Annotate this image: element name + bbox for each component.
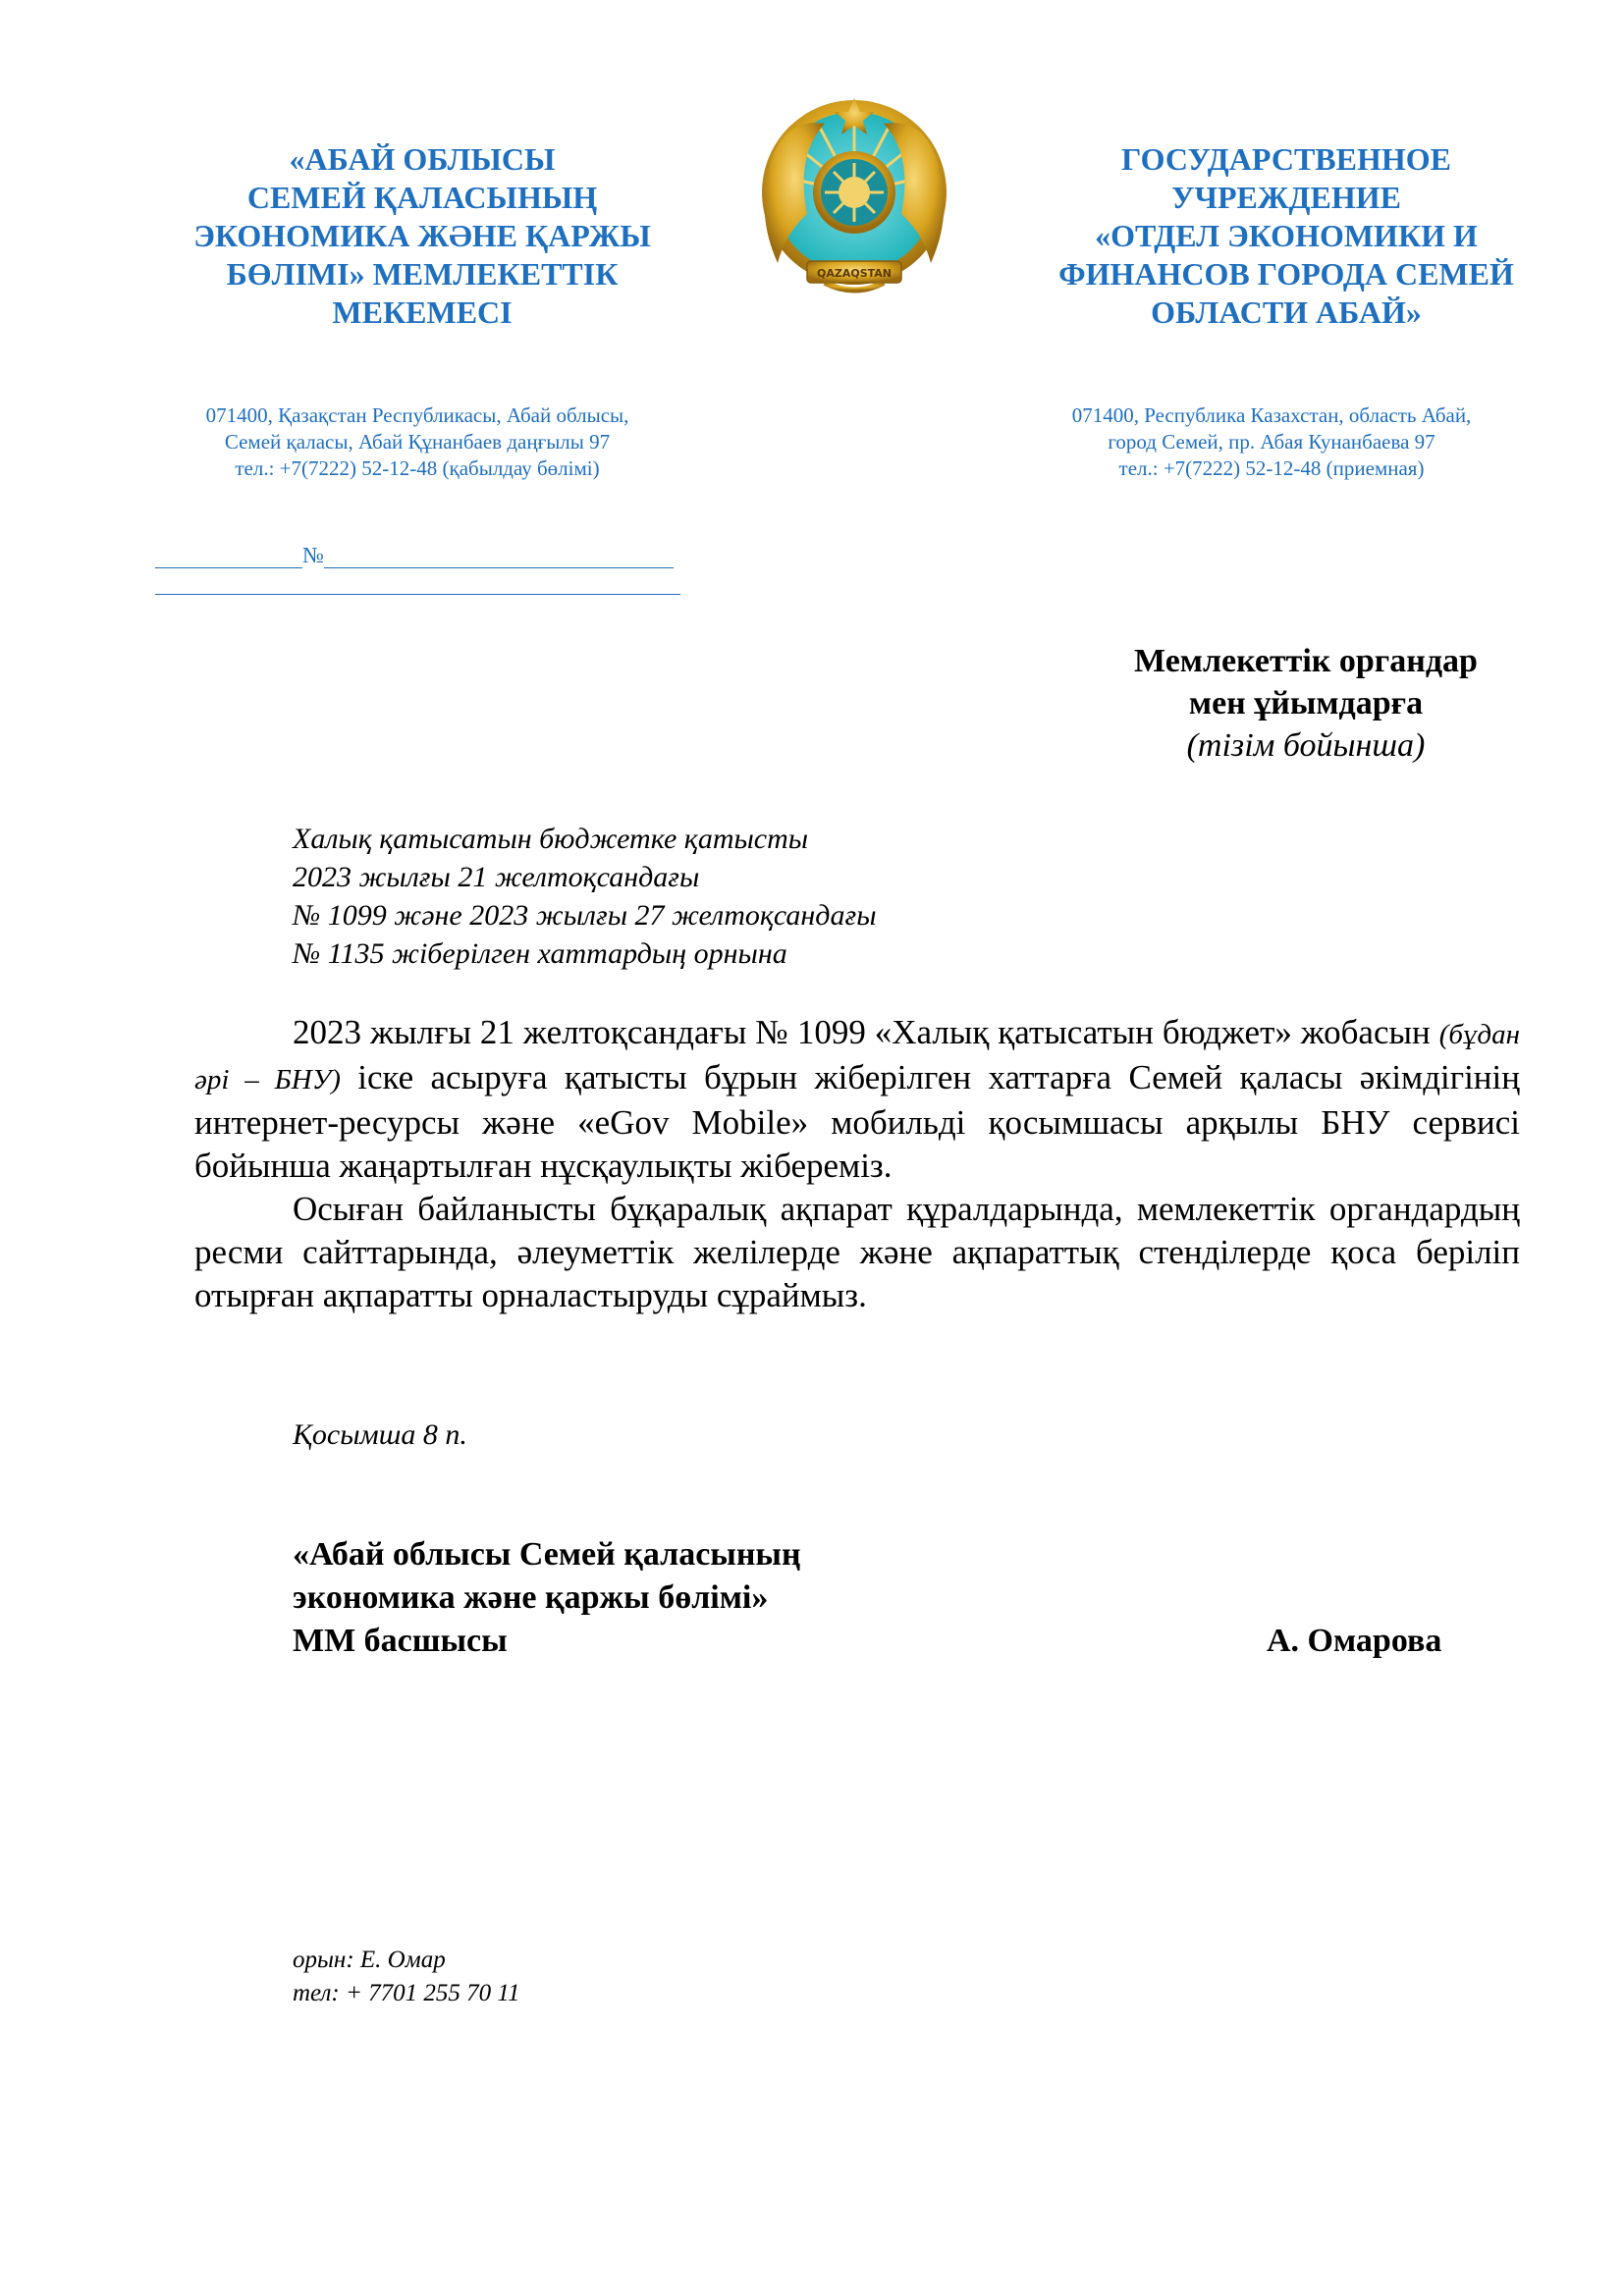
executor-block [293, 1944, 520, 2010]
org-name-kz [157, 140, 687, 332]
subject-line: № 1135 жіберілген хаттардың орнына [293, 937, 787, 970]
address-ru-line: тел.: +7(7222) 52-12-48 (приемная) [1118, 456, 1425, 480]
state-emblem [756, 96, 952, 298]
org-name-ru-line: ГОСУДАРСТВЕННОЕ [1121, 141, 1451, 177]
registration-number-blank [324, 542, 674, 568]
address-ru-line: 071400, Республика Казахстан, область Абай, [1071, 403, 1472, 427]
signer-name: А. Омарова [1267, 1623, 1442, 1659]
letter-body [194, 1011, 1520, 1317]
attachment-note: Қосымша 8 п. [293, 1418, 467, 1451]
registration-date-blank [155, 542, 302, 568]
org-name-ru-line: ФИНАНСОВ ГОРОДА СЕМЕЙ [1058, 256, 1514, 292]
address-kz [147, 402, 687, 482]
org-name-kz-line: ЭКОНОМИКА ЖӘНЕ ҚАРЖЫ [193, 218, 651, 253]
org-name-kz-line: БӨЛІМІ» МЕМЛЕКЕТТІК [226, 256, 619, 292]
executor-name: орын: Е. Омар [293, 1947, 446, 1973]
org-name-kz-line: «АБАЙ ОБЛЫСЫ [289, 141, 556, 177]
signature-title [293, 1533, 801, 1663]
subject-block [293, 820, 980, 973]
signature-line: ММ басшысы [293, 1623, 508, 1659]
address-kz-line: тел.: +7(7222) 52-12-48 (қабылдау бөлімі) [235, 456, 600, 480]
address-ru [992, 402, 1551, 482]
emblem-icon [756, 96, 952, 298]
executor-phone: тел: + 7701 255 70 11 [293, 1980, 520, 2006]
body-paragraph-1 [194, 1011, 1520, 1188]
subject-line: № 1099 және 2023 жылғы 27 желтоқсандағы [293, 899, 877, 932]
addressee-block [1041, 640, 1571, 767]
addressee-line: Мемлекеттік органдар [1134, 643, 1478, 679]
org-name-ru-line: «ОТДЕЛ ЭКОНОМИКИ И [1095, 218, 1478, 253]
org-name-kz-line: МЕКЕМЕСІ [332, 294, 513, 330]
body-paragraph-2: Осыған байланысты бұқаралық ақпарат құралдарында, мемлекеттік органдардың ресми сайттарында, әлеуметтік желілерде және ақпараттық стенділерде қоса беріліп отырған ақпаратты орналастыруды сұраймыз. [194, 1190, 1520, 1314]
subject-line: 2023 жылғы 21 желтоқсандағы [293, 861, 700, 893]
subject-line: Халық қатысатын бюджетке қатысты [293, 823, 809, 855]
registration-second-line [155, 566, 680, 595]
org-name-kz-line: СЕМЕЙ ҚАЛАСЫНЫҢ [246, 180, 598, 215]
address-ru-line: город Семей, пр. Абая Кунанбаева 97 [1108, 430, 1435, 454]
org-name-ru-line: УЧРЕЖДЕНИЕ [1171, 180, 1401, 215]
org-name-ru-line: ОБЛАСТИ АБАЙ» [1151, 294, 1422, 330]
addressee-line: мен ұйымдарға [1188, 685, 1424, 721]
number-sign: № [302, 543, 324, 567]
emblem-ribbon-text: QAZAQSTAN [817, 267, 892, 280]
body-p1-start: 2023 жылғы 21 желтоқсандағы № 1099 «Халық қатысатын бюджет» жобасын [293, 1013, 1439, 1051]
addressee-note: (тізім бойынша) [1186, 727, 1426, 764]
address-kz-line: 071400, Қазақстан Республикасы, Абай облысы, [205, 403, 629, 427]
signature-line: экономика және қаржы бөлімі» [293, 1579, 769, 1616]
org-name-ru [1021, 140, 1551, 332]
signature-line: «Абай облысы Семей қаласының [293, 1536, 801, 1573]
body-p1-note: (бұдан әрі – БНУ) [194, 1019, 1520, 1095]
body-p1-end: іске асыруға қатысты бұрын жіберілген хаттарға Семей қаласы әкімдігінің интернет-ресурсы және «eGov Mobile» мобильді қосымшасы арқылы БНУ сервисі бойынша жаңартылған нұсқаулықты жібереміз. [194, 1058, 1520, 1185]
registration-number-line [155, 542, 680, 569]
address-kz-line: Семей қаласы, Абай Құнанбаев даңғылы 97 [224, 430, 611, 454]
